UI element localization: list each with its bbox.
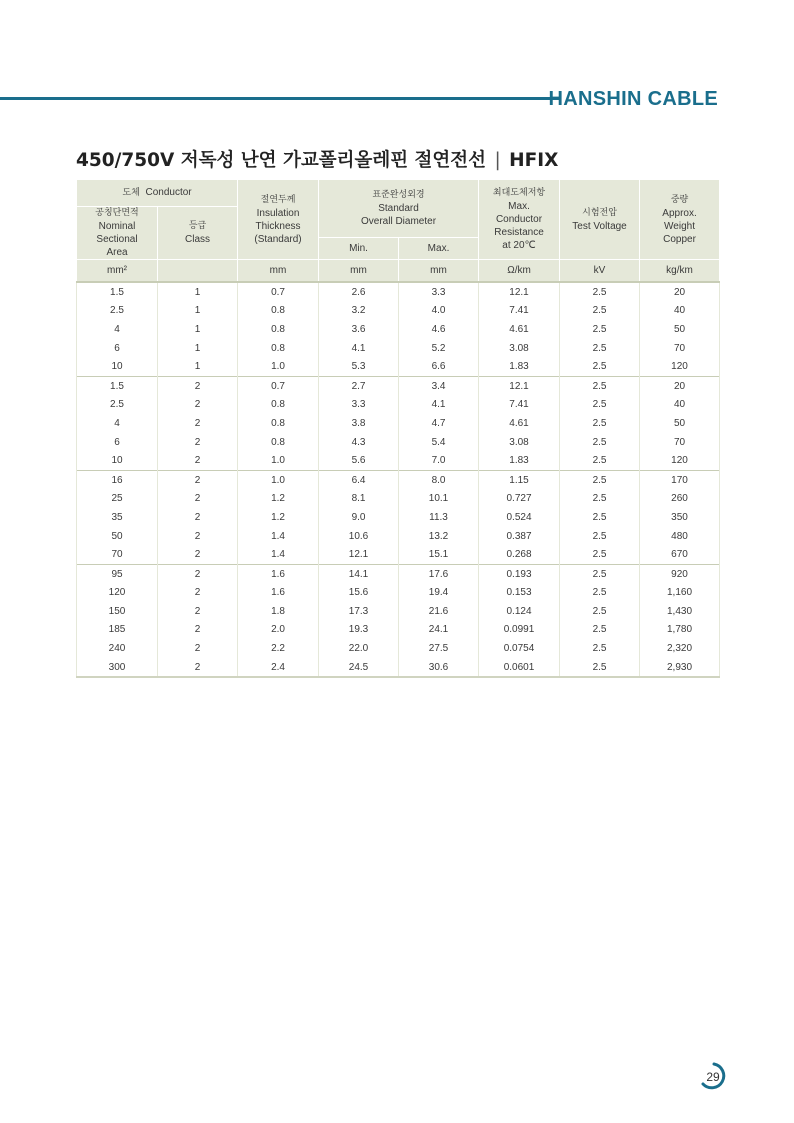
cell-insulation: 1.4 — [238, 545, 319, 564]
cell-diameter-min: 5.6 — [319, 451, 399, 470]
cell-weight: 50 — [640, 320, 720, 339]
cell-weight: 920 — [640, 564, 720, 583]
cell-class: 2 — [158, 564, 238, 583]
cell-insulation: 1.2 — [238, 508, 319, 527]
cell-diameter-min: 5.3 — [319, 357, 399, 376]
header-voltage: 시험전압 Test Voltage — [560, 180, 640, 260]
cell-diameter-max: 5.4 — [399, 433, 479, 452]
cell-resistance: 0.193 — [479, 564, 560, 583]
cell-class: 2 — [158, 433, 238, 452]
cell-resistance: 1.83 — [479, 357, 560, 376]
cell-test-voltage: 2.5 — [560, 584, 640, 603]
cell-resistance: 4.61 — [479, 414, 560, 433]
cell-resistance: 3.08 — [479, 339, 560, 358]
cell-area: 50 — [77, 527, 158, 546]
cell-area: 1.5 — [77, 376, 158, 395]
brand-name: HANSHIN CABLE — [548, 88, 718, 110]
cell-diameter-max: 3.4 — [399, 376, 479, 395]
cell-diameter-max: 17.6 — [399, 564, 479, 583]
cell-test-voltage: 2.5 — [560, 470, 640, 489]
spec-table — [76, 179, 720, 678]
cell-resistance: 1.83 — [479, 451, 560, 470]
cell-class: 2 — [158, 376, 238, 395]
table-row — [77, 545, 720, 564]
cell-resistance: 3.08 — [479, 433, 560, 452]
cell-diameter-max: 6.6 — [399, 357, 479, 376]
cell-diameter-max: 21.6 — [399, 602, 479, 621]
cell-weight: 70 — [640, 433, 720, 452]
cell-resistance: 0.524 — [479, 508, 560, 527]
cell-class: 1 — [158, 282, 238, 302]
cell-area: 240 — [77, 639, 158, 658]
cell-insulation: 1.2 — [238, 490, 319, 509]
cell-weight: 40 — [640, 302, 720, 321]
table-row — [77, 602, 720, 621]
table-row — [77, 639, 720, 658]
cell-resistance: 12.1 — [479, 282, 560, 302]
cell-class: 2 — [158, 658, 238, 678]
table-row — [77, 584, 720, 603]
cell-area: 70 — [77, 545, 158, 564]
unit-class — [158, 260, 238, 283]
header-resistance: 최대도체저항 Max. Conductor Resistance at 20℃ — [479, 180, 560, 260]
cell-insulation: 1.4 — [238, 527, 319, 546]
cell-insulation: 0.7 — [238, 282, 319, 302]
page-title — [76, 146, 558, 172]
header-nominal-area: 공칭단면적 Nominal Sectional Area — [77, 207, 158, 260]
cell-diameter-min: 2.7 — [319, 376, 399, 395]
cell-diameter-min: 6.4 — [319, 470, 399, 489]
table-row — [77, 658, 720, 678]
unit-resistance: Ω/km — [479, 260, 560, 283]
cell-diameter-min: 24.5 — [319, 658, 399, 678]
cell-class: 2 — [158, 584, 238, 603]
cell-diameter-min: 17.3 — [319, 602, 399, 621]
cell-area: 6 — [77, 339, 158, 358]
cell-insulation: 0.8 — [238, 396, 319, 415]
cell-test-voltage: 2.5 — [560, 602, 640, 621]
cell-insulation: 0.8 — [238, 302, 319, 321]
cell-class: 2 — [158, 414, 238, 433]
title-code: HFIX — [509, 150, 559, 171]
table-row — [77, 320, 720, 339]
cell-area: 2.5 — [77, 302, 158, 321]
cell-area: 25 — [77, 490, 158, 509]
cell-class: 2 — [158, 621, 238, 640]
cell-weight: 260 — [640, 490, 720, 509]
cell-test-voltage: 2.5 — [560, 376, 640, 395]
cell-resistance: 0.0601 — [479, 658, 560, 678]
cell-weight: 40 — [640, 396, 720, 415]
cell-test-voltage: 2.5 — [560, 320, 640, 339]
cell-resistance: 7.41 — [479, 396, 560, 415]
header-class: 등급 Class — [158, 207, 238, 260]
unit-max: mm — [399, 260, 479, 283]
cell-diameter-min: 4.3 — [319, 433, 399, 452]
header-weight: 중량 Approx. Weight Copper — [640, 180, 720, 260]
cell-insulation: 1.6 — [238, 584, 319, 603]
cell-resistance: 0.0991 — [479, 621, 560, 640]
cell-diameter-min: 19.3 — [319, 621, 399, 640]
cell-area: 185 — [77, 621, 158, 640]
cell-insulation: 0.8 — [238, 320, 319, 339]
cell-resistance: 0.268 — [479, 545, 560, 564]
cell-test-voltage: 2.5 — [560, 357, 640, 376]
unit-area: mm² — [77, 260, 158, 283]
cell-diameter-max: 27.5 — [399, 639, 479, 658]
cell-test-voltage: 2.5 — [560, 302, 640, 321]
cell-weight: 20 — [640, 282, 720, 302]
table-row — [77, 376, 720, 395]
cell-class: 2 — [158, 639, 238, 658]
cell-class: 2 — [158, 508, 238, 527]
cell-test-voltage: 2.5 — [560, 433, 640, 452]
cell-insulation: 1.0 — [238, 357, 319, 376]
cell-weight: 1,430 — [640, 602, 720, 621]
unit-weight: kg/km — [640, 260, 720, 283]
table-row — [77, 527, 720, 546]
cell-diameter-max: 10.1 — [399, 490, 479, 509]
cell-test-voltage: 2.5 — [560, 396, 640, 415]
cell-test-voltage: 2.5 — [560, 621, 640, 640]
cell-diameter-max: 5.2 — [399, 339, 479, 358]
cell-area: 1.5 — [77, 282, 158, 302]
spec-table-body — [77, 282, 720, 677]
cell-insulation: 2.4 — [238, 658, 319, 678]
cell-weight: 480 — [640, 527, 720, 546]
cell-area: 10 — [77, 357, 158, 376]
cell-diameter-max: 4.6 — [399, 320, 479, 339]
cell-diameter-min: 2.6 — [319, 282, 399, 302]
table-row — [77, 339, 720, 358]
title-main: 450/750V 저독성 난연 가교폴리올레핀 절연전선 — [76, 150, 487, 171]
cell-resistance: 0.0754 — [479, 639, 560, 658]
cell-class: 1 — [158, 302, 238, 321]
unit-voltage: kV — [560, 260, 640, 283]
cell-diameter-max: 24.1 — [399, 621, 479, 640]
cell-insulation: 1.0 — [238, 451, 319, 470]
header-conductor: 도체 Conductor — [77, 180, 238, 207]
unit-insulation: mm — [238, 260, 319, 283]
table-row — [77, 508, 720, 527]
cell-diameter-min: 14.1 — [319, 564, 399, 583]
cell-test-voltage: 2.5 — [560, 282, 640, 302]
cell-diameter-max: 8.0 — [399, 470, 479, 489]
cell-weight: 670 — [640, 545, 720, 564]
header-diameter: 표준완성외경 Standard Overall Diameter — [319, 180, 479, 238]
cell-area: 4 — [77, 320, 158, 339]
table-row — [77, 564, 720, 583]
cell-weight: 50 — [640, 414, 720, 433]
unit-min: mm — [319, 260, 399, 283]
cell-diameter-min: 8.1 — [319, 490, 399, 509]
cell-resistance: 12.1 — [479, 376, 560, 395]
cell-diameter-max: 13.2 — [399, 527, 479, 546]
cell-diameter-max: 19.4 — [399, 584, 479, 603]
table-row — [77, 451, 720, 470]
table-row — [77, 621, 720, 640]
cell-area: 6 — [77, 433, 158, 452]
cell-weight: 20 — [640, 376, 720, 395]
cell-test-voltage: 2.5 — [560, 339, 640, 358]
cell-resistance: 0.727 — [479, 490, 560, 509]
cell-weight: 2,320 — [640, 639, 720, 658]
cell-test-voltage: 2.5 — [560, 658, 640, 678]
cell-resistance: 1.15 — [479, 470, 560, 489]
cell-insulation: 1.6 — [238, 564, 319, 583]
cell-class: 2 — [158, 490, 238, 509]
page-number: 29 — [706, 1070, 720, 1084]
cell-class: 1 — [158, 357, 238, 376]
header-min: Min. — [319, 238, 399, 260]
cell-weight: 120 — [640, 357, 720, 376]
cell-class: 2 — [158, 451, 238, 470]
cell-weight: 120 — [640, 451, 720, 470]
cell-class: 2 — [158, 527, 238, 546]
cell-insulation: 1.8 — [238, 602, 319, 621]
cell-area: 10 — [77, 451, 158, 470]
cell-insulation: 2.0 — [238, 621, 319, 640]
table-row — [77, 414, 720, 433]
cell-area: 16 — [77, 470, 158, 489]
cell-class: 2 — [158, 396, 238, 415]
header-max: Max. — [399, 238, 479, 260]
cell-diameter-min: 3.3 — [319, 396, 399, 415]
cell-area: 120 — [77, 584, 158, 603]
cell-area: 300 — [77, 658, 158, 678]
cell-diameter-min: 4.1 — [319, 339, 399, 358]
table-row — [77, 470, 720, 489]
cell-class: 2 — [158, 545, 238, 564]
cell-area: 2.5 — [77, 396, 158, 415]
cell-test-voltage: 2.5 — [560, 508, 640, 527]
table-row — [77, 490, 720, 509]
cell-weight: 2,930 — [640, 658, 720, 678]
cell-class: 1 — [158, 320, 238, 339]
cell-area: 35 — [77, 508, 158, 527]
cell-weight: 350 — [640, 508, 720, 527]
cell-test-voltage: 2.5 — [560, 639, 640, 658]
cell-resistance: 0.153 — [479, 584, 560, 603]
cell-test-voltage: 2.5 — [560, 545, 640, 564]
cell-area: 4 — [77, 414, 158, 433]
cell-test-voltage: 2.5 — [560, 490, 640, 509]
cell-diameter-min: 3.2 — [319, 302, 399, 321]
title-separator: | — [494, 150, 501, 171]
cell-weight: 1,780 — [640, 621, 720, 640]
cell-class: 1 — [158, 339, 238, 358]
cell-resistance: 4.61 — [479, 320, 560, 339]
cell-diameter-max: 4.0 — [399, 302, 479, 321]
cell-diameter-max: 15.1 — [399, 545, 479, 564]
cell-diameter-max: 4.1 — [399, 396, 479, 415]
cell-resistance: 0.387 — [479, 527, 560, 546]
cell-diameter-max: 4.7 — [399, 414, 479, 433]
cell-resistance: 0.124 — [479, 602, 560, 621]
cell-weight: 70 — [640, 339, 720, 358]
table-row — [77, 433, 720, 452]
cell-insulation: 2.2 — [238, 639, 319, 658]
table-row — [77, 302, 720, 321]
cell-insulation: 1.0 — [238, 470, 319, 489]
cell-diameter-min: 22.0 — [319, 639, 399, 658]
cell-class: 2 — [158, 602, 238, 621]
header-insulation: 절연두께 Insulation Thickness (Standard) — [238, 180, 319, 260]
cell-diameter-max: 7.0 — [399, 451, 479, 470]
cell-insulation: 0.8 — [238, 339, 319, 358]
cell-class: 2 — [158, 470, 238, 489]
cell-diameter-min: 3.8 — [319, 414, 399, 433]
cell-area: 150 — [77, 602, 158, 621]
cell-insulation: 0.8 — [238, 414, 319, 433]
cell-diameter-min: 10.6 — [319, 527, 399, 546]
cell-diameter-max: 3.3 — [399, 282, 479, 302]
cell-diameter-max: 11.3 — [399, 508, 479, 527]
cell-diameter-max: 30.6 — [399, 658, 479, 678]
cell-test-voltage: 2.5 — [560, 414, 640, 433]
cell-test-voltage: 2.5 — [560, 564, 640, 583]
cell-test-voltage: 2.5 — [560, 527, 640, 546]
page-number-badge — [700, 1062, 729, 1091]
cell-weight: 1,160 — [640, 584, 720, 603]
cell-resistance: 7.41 — [479, 302, 560, 321]
cell-insulation: 0.8 — [238, 433, 319, 452]
cell-area: 95 — [77, 564, 158, 583]
table-row — [77, 396, 720, 415]
cell-diameter-min: 3.6 — [319, 320, 399, 339]
cell-diameter-min: 15.6 — [319, 584, 399, 603]
table-row — [77, 357, 720, 376]
cell-weight: 170 — [640, 470, 720, 489]
cell-diameter-min: 12.1 — [319, 545, 399, 564]
table-row — [77, 282, 720, 302]
cell-test-voltage: 2.5 — [560, 451, 640, 470]
header-rule — [0, 97, 560, 100]
cell-diameter-min: 9.0 — [319, 508, 399, 527]
cell-insulation: 0.7 — [238, 376, 319, 395]
